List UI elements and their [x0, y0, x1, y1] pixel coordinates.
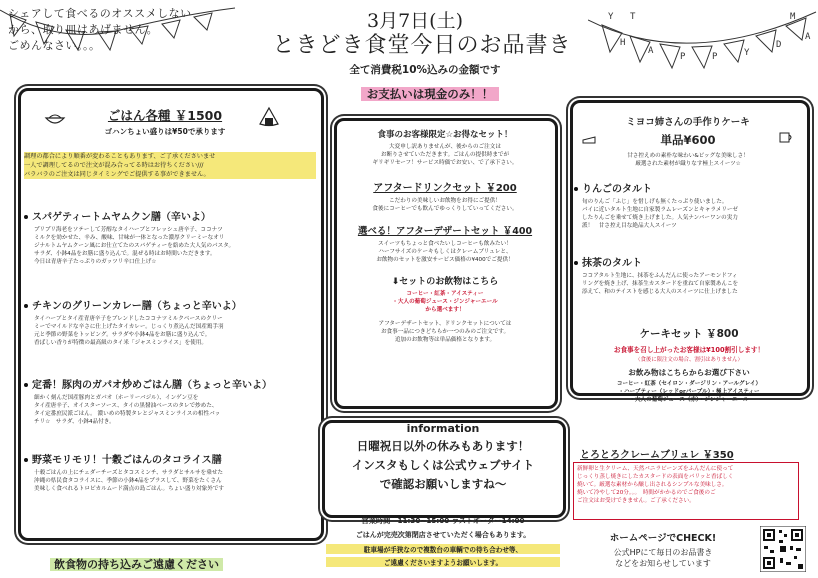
cake-set	[574, 326, 804, 404]
rice-item-desc: 元と季節の野菜をトッピング。サラダや小鉢4品をお膳に盛り込んで。	[34, 332, 211, 338]
bunting-letter: A	[648, 46, 654, 56]
bunting-letter: P	[712, 52, 718, 62]
rice-item	[24, 376, 316, 426]
set-desc: ギリギリセーフ！サービス時価でお安い、で了承下さい。	[372, 160, 518, 166]
bunting-letter: T	[630, 12, 636, 22]
cake-item-desc: したりんごを乗せて焼き上げました。人気ナンバーワンの実力	[582, 215, 738, 221]
brulee-title: とろとろクレームブリュレ ￥350	[580, 450, 734, 461]
homepage-block	[578, 530, 748, 569]
homepage-title: ホームページでCHECK!	[609, 533, 717, 544]
rice-note: 調理の都合により順番が変わることもあります、ご了承くださいませ	[24, 152, 316, 161]
rice-item-desc: 今日は青唐辛子たっぷりのガッツリ辛口仕上げ☆	[34, 259, 157, 265]
set-note: お食事一品につきどちらか一つのみのご注文です。	[380, 329, 510, 335]
rice-item	[24, 208, 316, 266]
business-hours: 営業時間 11:30~15:00 ラストオーダー14:00	[361, 516, 525, 525]
rice-item	[24, 297, 316, 347]
closing-note: ごはんが完売次第閉店させていただく場合もあります。	[355, 531, 531, 539]
rice-item-desc: プリプリ海老をソテーして芳醇なタイハーブとフレッシュ唐辛子、ココナツ	[34, 227, 223, 233]
rice-item-name: スパゲティートムヤムクン膳（辛いよ）	[32, 212, 211, 223]
bring-in-note-text: 飲食物の持ち込みご遠慮ください	[50, 558, 223, 571]
dessert-set-title: 選べる！アフターデザートセット ￥400	[357, 226, 533, 237]
cake-drink-option: ・ハーブティー（レッドorパープル）・極上アイスティー	[618, 389, 760, 395]
onigiri-icon	[258, 106, 280, 128]
bunting-letter: P	[680, 52, 686, 62]
rice-item	[24, 451, 316, 493]
set-desc: 大変申し訳ありませんが、後からのご注文は	[389, 144, 501, 150]
rice-item-desc: タイ産唐辛子、オイスターソース、タイの黒醤油ベースのタレで炒めた、	[34, 403, 218, 409]
bring-in-note	[50, 553, 223, 572]
cake-drink-option: コーヒー・紅茶（セイロン・ダージリン・アールグレイ）	[616, 381, 762, 387]
homepage-line: 公式HPにて毎日のお品書き	[613, 548, 713, 557]
bunting-letter: Y	[744, 48, 750, 58]
qr-code-icon[interactable]	[760, 526, 806, 572]
bunting-letter: Y	[608, 12, 614, 22]
bunting-letter: M	[790, 12, 796, 22]
rice-sub: ゴハンちょい盛りは¥50で承ります	[104, 127, 226, 136]
set-note: アフターデザートセット、ドリンクセットについては	[378, 321, 512, 327]
rice-item-desc: タイハーブとタイ産青唐辛子をブレンドしたココナツミルクベースのクリー	[34, 316, 223, 322]
bunting-letters	[600, 12, 818, 90]
set-drink-option: から選べます！	[425, 307, 465, 313]
rice-item-desc: 細かく刻んだ国産豚肉とガパオ（ホーリーバジル）、インゲン豆を	[34, 395, 199, 401]
set-title: 食事のお客様限定☆お得なセット！	[377, 130, 513, 140]
cake-item-desc: パイに近いタルト生地に自家製ラムレーズンとキャラメリーゼ	[582, 207, 739, 213]
drink-set-title: アフタードリンクセット ￥200	[373, 183, 517, 194]
bullet-icon	[24, 458, 28, 462]
header-title: ときどき食堂今日のお品書き	[272, 33, 572, 58]
brulee-box	[573, 462, 799, 520]
hours-block	[326, 516, 560, 567]
bullet-icon	[574, 187, 578, 191]
drink-set-desc: こだわりの美味しいお飲物をお得にご提供！	[389, 198, 501, 204]
cake-desc: 甘さ控えめの素朴な味わい&ビッグな美味しさ！	[627, 153, 749, 159]
drink-set-desc: 食後にコーヒーでも飲んでゆっくりしていってください。	[372, 206, 518, 212]
rice-item-desc: ミルクを効かせた、辛み、酸味、甘味が一体となった濃厚クリーミーなオリ	[34, 235, 225, 241]
cake-set-note: お食事を召し上がったお客様は¥100割引します！	[613, 346, 765, 354]
cake-item	[574, 254, 804, 296]
header-date: 3月7日(土)	[366, 10, 463, 32]
rice-item-desc: タイ定番庶民派ごはん。 濃いめの特製タレとジャスミンライスの相性バッ	[34, 411, 221, 417]
bunting-letter: D	[776, 40, 782, 50]
cake-item-desc: ココアタルト生地に、抹茶をふんだんに使ったアーモンドフィ	[582, 273, 738, 279]
rice-item-desc: 香ばしい香りが特徴の最高級のタイ米「ジャスミンライス」を使用。	[34, 340, 207, 346]
top-note-line: から、取り皿はあげません。	[8, 23, 159, 36]
cake-item	[574, 180, 804, 230]
rice-item-desc: チリ☆ サラダ、小鉢4品付き。	[34, 419, 115, 425]
bunting-letter: H	[620, 38, 626, 48]
info-line: インスタもしくは公式ウェブサイト	[351, 458, 535, 472]
dessert-set-desc: お飲物のセットを激安サービス価格の¥400でご提供！	[376, 257, 514, 263]
cake-item-desc: 添えて、和のテイストを感じる大人のスイーツに仕上げました	[582, 289, 738, 295]
info-content	[324, 422, 562, 492]
down-arrow-icon: ⬇	[391, 277, 400, 287]
dessert-set-desc: ハーフサイズのケーキもしくはクレームブリュレと、	[378, 249, 512, 255]
set-drink-option: ・大人の葡萄ジュース・ジンジャーエール	[392, 299, 498, 305]
rice-note: バラバラのご注文は同じタイミングでご提供する事ができません。	[24, 170, 316, 179]
parking-note: 駐車場が手狭なので複数台の車輌での待ち合わせ等、	[326, 544, 560, 554]
set-note: 追加のお飲物等は単品価格となります。	[394, 337, 496, 343]
bullet-icon	[574, 261, 578, 265]
cake-set-note2: （食後に限注文の場合、割引はありません）	[635, 357, 743, 363]
dessert-set-desc: スイーツもちょっと食べたいしコーヒーも飲みたい！	[378, 241, 512, 247]
rice-bowl-icon	[44, 110, 66, 128]
brulee-desc: 新鮮卵と生クリーム、天然バニラビーンズをふんだんに使って	[577, 466, 734, 472]
rice-item-desc: 十穀ごはんの上にチェダーチーズとタコスミンチ、サラダとサルサを乗せた	[34, 470, 224, 476]
bullet-icon	[24, 304, 28, 308]
rice-item-name: チキンのグリーンカレー膳（ちょっと辛いよ）	[32, 301, 242, 312]
cake-item-desc: 派！ 甘さ控え目な絶品大人スイーツ	[582, 223, 677, 229]
bullet-icon	[24, 383, 28, 387]
cake-item-desc: 旬のりんご「ふじ」を惜しげも無くたっぷり使いました。	[582, 199, 728, 205]
brulee-desc: ご注文はお受けできません。ご了承ください。	[577, 498, 695, 504]
cake-item-name: 抹茶のタルト	[582, 258, 642, 269]
rice-item-name: 定番！豚肉のガパオ炒めごはん膳（ちょっと辛いよ）	[32, 380, 272, 391]
cake-header	[574, 114, 802, 168]
cash-note	[330, 83, 530, 102]
middle-content	[338, 128, 552, 344]
tax-note: 全て消費税10%込みの金額です	[349, 64, 501, 76]
info-title: information	[406, 422, 480, 435]
rice-item-desc: 沖縄の県民食タコライスに、季節の小鉢4品をプラスして、野菜をたくさん	[34, 478, 222, 484]
info-line: 日曜祝日以外の休みもあります！	[356, 439, 530, 453]
cake-title: ミヨコ姉さんの手作りケーキ	[626, 117, 750, 128]
rice-note: 一人で調理してるので注文が混み合ってる時はお待ちください///	[24, 161, 316, 170]
parking-note: ご遠慮くださいますようお願いします。	[326, 557, 560, 567]
bunting-letter: A	[805, 32, 811, 42]
rice-item-desc: 美味しく食べれるトロピカルムード満点の島ごはん。ちょい盛り対象外です	[34, 486, 225, 492]
rice-item-name: 野菜モリモリ！十穀ごはんのタコライス膳	[32, 455, 222, 466]
cake-item-name: りんごのタルト	[582, 184, 652, 195]
bullet-icon	[24, 215, 28, 219]
cake-item-desc: リングを焼き上げ、抹茶生カスタードを重ねて自家製あんこを	[582, 281, 739, 287]
cake-drink-option: ・大人の葡萄ジュース（赤）・ジンジャーエール	[629, 397, 749, 403]
brulee-desc: 焼いて冷やして20分。。。 時間がかかるのでご食後のご	[577, 490, 716, 496]
top-note	[8, 6, 192, 54]
brulee-desc: 焼いて。厳選な素材から醸し出されるシンプルな美味しさ。	[577, 482, 728, 488]
cake-desc: 厳選された素材が織りなす極上スイーツ☆	[635, 161, 741, 167]
rice-item-desc: サラダ、小鉢4品をお膳に盛り込んで。混ぜる時はお時間いただきます。	[34, 251, 216, 257]
homepage-line: などをお知らせしています	[615, 559, 711, 568]
top-note-line: ごめんなさい。。。	[8, 39, 101, 52]
cake-drinks-title: お飲み物はこちらからお選び下さい	[628, 368, 750, 377]
brulee-desc: じっくり蒸し焼きにしたカスタードの表面をパリッと香ばしく	[577, 474, 734, 480]
set-drink-option: コーヒー・紅茶・アイスティー	[406, 291, 484, 297]
cake-price: 単品¥600	[660, 133, 716, 147]
set-desc: お断りさせていただきます。ごはんの提供時までが	[380, 152, 510, 158]
rice-item-desc: ミーでマイルドな辛さに仕上げたタイカレー。じっくり煮込んだ国産鶏手羽	[34, 324, 224, 330]
info-line: で確認お願いしますね〜	[379, 477, 507, 491]
cake-set-title: ケーキセット ￥800	[639, 328, 739, 340]
rice-notes	[24, 152, 316, 179]
set-drinks-title: セットのお飲物はこちら	[399, 277, 499, 287]
top-note-line: シェアして食べるのオススメしない	[8, 7, 192, 20]
rice-item-desc: ジナルトムヤムクーン風にお仕立てたのスパゲティーを絡めた大人気のパスタ。	[34, 243, 235, 249]
rice-title: ごはん各種 ￥1500	[107, 108, 223, 123]
cash-note-text: お支払いは現金のみ！！	[361, 87, 500, 101]
